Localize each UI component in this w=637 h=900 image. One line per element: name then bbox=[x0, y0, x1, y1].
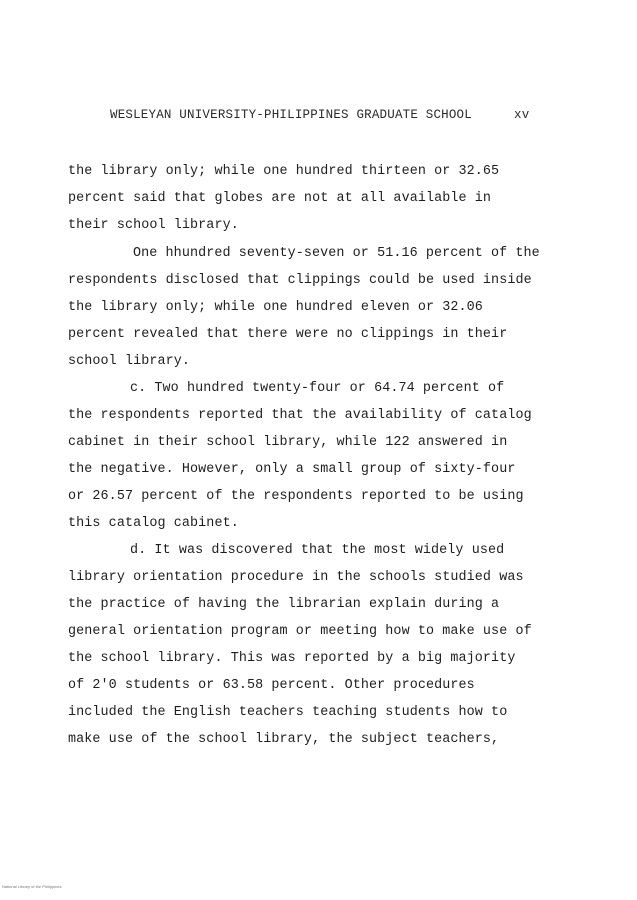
text-line: included the English teachers teaching students how to bbox=[68, 705, 508, 720]
text-line: the practice of having the librarian explain during a bbox=[68, 597, 500, 612]
text-line: percent said that globes are not at all available in bbox=[68, 191, 492, 206]
text-line: percent revealed that there were no clippings in their bbox=[68, 327, 508, 342]
text-line: the respondents reported that the availability of catalog bbox=[68, 408, 532, 423]
footer-note: National Library of the Philippines bbox=[2, 884, 62, 889]
text-line: the library only; while one hundred eleven or 32.06 bbox=[68, 300, 483, 315]
text-line: c. Two hundred twenty-four or 64.74 percent of bbox=[130, 381, 505, 396]
text-line: this catalog cabinet. bbox=[68, 516, 239, 531]
text-line: school library. bbox=[68, 354, 191, 369]
text-line: of 2'0 students or 63.58 percent. Other procedures bbox=[68, 678, 475, 693]
text-line: the school library. This was reported by a big majority bbox=[68, 651, 516, 666]
text-line: library orientation procedure in the schools studied was bbox=[68, 570, 524, 585]
text-line: their school library. bbox=[68, 218, 239, 233]
text-line: the negative. However, only a small group of sixty-four bbox=[68, 462, 516, 477]
text-line: the library only; while one hundred thirteen or 32.65 bbox=[68, 164, 500, 179]
text-line: d. It was discovered that the most widely used bbox=[130, 543, 505, 558]
text-line: make use of the school library, the subject teachers, bbox=[68, 732, 500, 747]
text-line: cabinet in their school library, while 122 answered in bbox=[68, 435, 508, 450]
text-line: general orientation program or meeting how to make use of bbox=[68, 624, 532, 639]
page-number: xv bbox=[514, 108, 530, 122]
text-line: respondents disclosed that clippings could be used inside bbox=[68, 273, 532, 288]
text-line: or 26.57 percent of the respondents reported to be using bbox=[68, 489, 524, 504]
text-line: One hhundred seventy-seven or 51.16 percent of the bbox=[133, 246, 540, 261]
header-title: WESLEYAN UNIVERSITY-PHILIPPINES GRADUATE SCHOOL bbox=[110, 108, 472, 122]
